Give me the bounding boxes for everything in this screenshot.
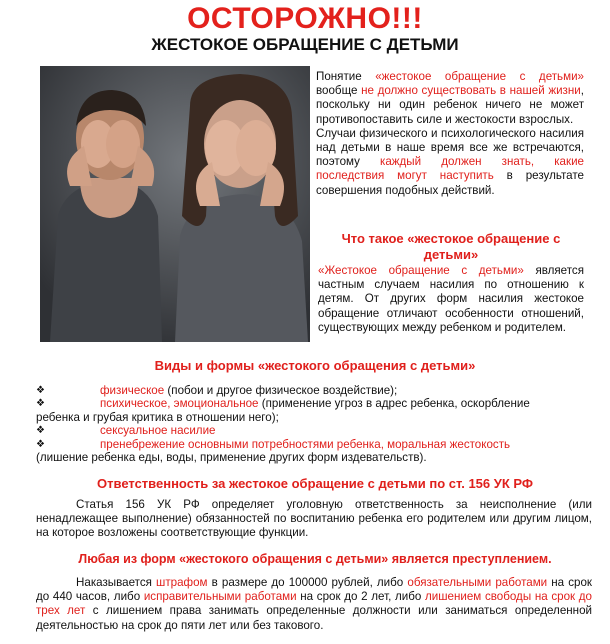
intro-p2-c: в результате совершения подобных действий. <box>316 169 585 197</box>
intro-paragraph-1 <box>316 70 584 127</box>
responsibility-text: Статья 156 УК РФ определяет уголовную ответственность за неисполнение (или ненадлежащее выполнение) обязанностей по воспитанию ребенка его родителем или другим лицом, на которое возложены соответствующие функции. <box>36 498 592 540</box>
intro-p1-c: вообще <box>316 84 362 98</box>
what-is-heading: Что такое «жестокое обращение с детьми» <box>341 231 561 262</box>
pun-a: Наказывается <box>76 576 157 589</box>
list-item <box>36 438 592 465</box>
form-desc-continued: ребенка и грубая критика в отношении него); <box>36 410 279 424</box>
form-desc: (применение угроз в адрес ребенка, оскорбление <box>258 397 530 411</box>
children-covering-faces-illustration <box>40 66 310 342</box>
what-is-text <box>318 264 584 335</box>
intro-p1-d: не должно существовать в нашей жизни <box>361 84 581 98</box>
list-item <box>36 384 592 397</box>
intro-p2-b: каждый должен знать, какие последствия могут наступить <box>316 155 584 183</box>
forms-heading: Виды и формы «жестокого обращения с детьми» <box>154 358 476 373</box>
pun-b: штрафом <box>156 576 208 589</box>
what-is-term: «Жестокое обращение с детьми» <box>318 264 524 277</box>
form-desc-continued: (лишение ребенка еды, воды, применение других форм издевательств). <box>36 451 427 465</box>
poster-title: ОСТОРОЖНО!!! <box>187 2 423 35</box>
pun-h: лишением свободы на срок до трех лет <box>36 590 592 618</box>
list-item <box>36 424 592 437</box>
diamond-bullet-icon: ❖ <box>36 425 45 437</box>
pun-e: на срок до 440 часов, либо <box>36 576 593 604</box>
pun-d: обязательными работами <box>407 576 548 589</box>
intro-p1-e: , поскольку ни один ребенок ничего не может противопоставить силе и жестокости взрослых. <box>316 84 584 126</box>
list-item <box>36 397 592 424</box>
children-photo <box>40 66 310 342</box>
form-desc: (побои и другое физическое воздействие); <box>164 384 398 397</box>
intro-paragraph-2 <box>316 127 584 198</box>
form-name: пренебрежение основными потребностями ребенка, моральная жестокость <box>100 437 511 451</box>
pun-g: на срок до 2 лет, либо <box>296 590 425 604</box>
punishment-text <box>36 576 592 633</box>
responsibility-heading: Ответственность за жестокое обращение с детьми по ст. 156 УК РФ <box>97 476 533 491</box>
pun-c: в размере до 100000 рублей, либо <box>207 576 408 589</box>
intro-p1-b: «жестокое обращение с детьми» <box>375 70 584 83</box>
crime-heading: Любая из форм «жестокого обращения с детьми» является преступлением. <box>78 552 552 566</box>
diamond-bullet-icon: ❖ <box>36 385 45 396</box>
pun-i: с лишением права занимать определенные должности или заниматься определенной деятельностью на срок до пяти лет или без такового. <box>36 604 592 632</box>
pun-f: исправительными работами <box>143 590 297 604</box>
forms-list <box>36 384 592 464</box>
intro-text <box>316 70 584 198</box>
what-is-definition: является частным случаем насилия по отношению к детям. От других форм насилия жестокое обращение отличают особенности отношений, существующих между ребенком и родителем. <box>318 264 584 334</box>
intro-p2-a: Случаи физического и психологического насилия над детьми в наше время все же встречаются, поэтому <box>316 126 584 169</box>
form-name: психическое, эмоциональное <box>100 397 259 411</box>
intro-p1-a: Понятие <box>316 70 376 83</box>
form-name: сексуальное насилие <box>100 424 216 438</box>
poster-subtitle: ЖЕСТОКОЕ ОБРАЩЕНИЕ С ДЕТЬМИ <box>151 35 459 54</box>
diamond-bullet-icon: ❖ <box>36 438 45 450</box>
form-name: физическое <box>100 384 165 397</box>
diamond-bullet-icon: ❖ <box>36 398 45 410</box>
